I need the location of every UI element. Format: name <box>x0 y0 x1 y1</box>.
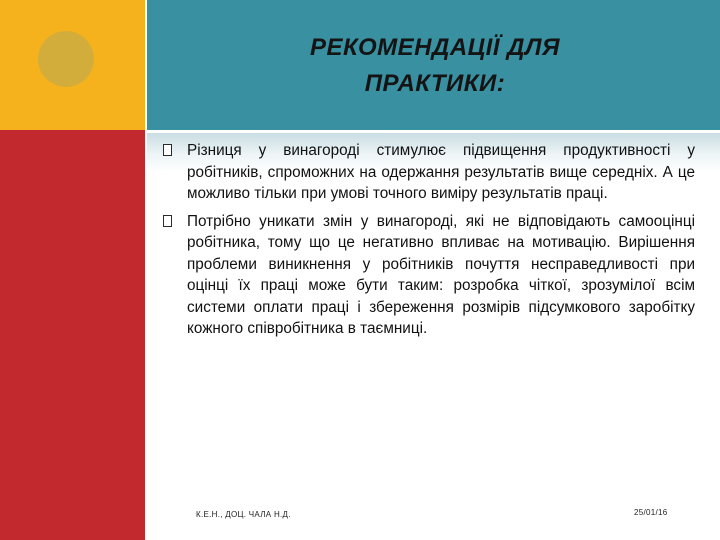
slide-title: РЕКОМЕНДАЦІЇ ДЛЯ ПРАКТИКИ: <box>310 34 560 97</box>
bullet-text: Різниця у винагороді стимулює підвищення продуктивності у робітників, спроможних на одержання результатів вище середніх. А це можливо тільки при умові точного виміру результатів праці. <box>187 142 695 202</box>
bullet-item <box>163 140 695 205</box>
bullet-text: Потрібно уникати змін у винагороді, які не відповідають самооцінці робітника, тому що це негативно впливає на мотивацію. Вирішення проблеми виникнення у робітників почуття несправедливості при оцінці їх праці може бути таким: розробка чіткої, зрозумілої всім системи оплати праці і збереження розмірів підсумкового заробітку кожного співробітника в таємниці. <box>187 212 695 337</box>
bullet-item <box>163 211 695 340</box>
bullet-list <box>163 140 695 346</box>
sidebar-bottom-panel <box>0 130 145 540</box>
bullet-box-icon <box>163 215 187 229</box>
footer-author: К.Е.Н., ДОЦ. ЧАЛА Н.Д. <box>196 510 291 519</box>
decorative-circle <box>38 31 94 87</box>
bullet-box-icon <box>163 144 187 158</box>
footer-date: 25/01/16 <box>634 508 668 517</box>
